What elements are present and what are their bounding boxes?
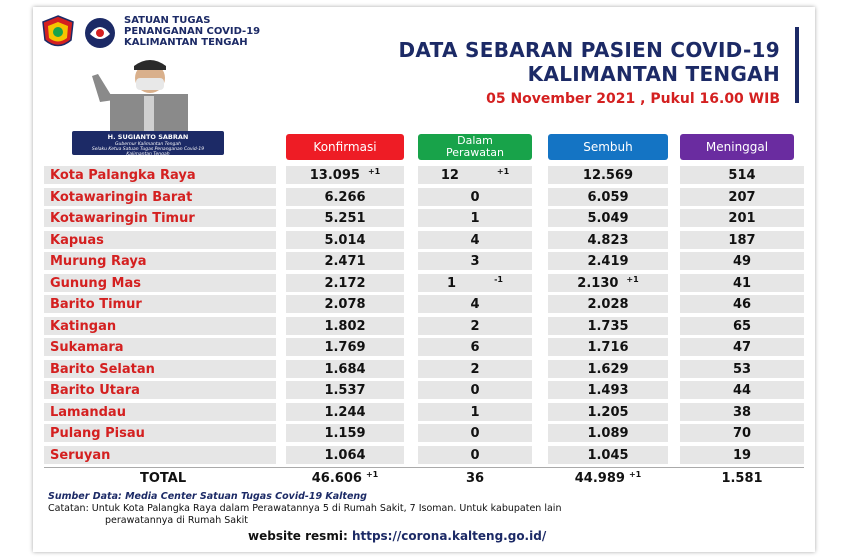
taskforce-line-3: KALIMANTAN TENGAH [124, 37, 248, 48]
dalam-value-text: 0 [470, 383, 480, 398]
dalam-value-text: 4 [470, 232, 480, 248]
dalam-value-delta: -1 [494, 274, 503, 284]
sembuh-value-text: 2.130 [577, 275, 619, 291]
konfirmasi-value-text: 5.014 [324, 232, 366, 248]
dalam-value [418, 296, 532, 313]
dalam-value [418, 361, 532, 378]
dalam-value [418, 447, 532, 464]
dalam-value [418, 318, 532, 335]
konfirmasi-value-text: 1.537 [324, 383, 366, 398]
konfirmasi-value [286, 339, 404, 356]
konfirmasi-value [286, 425, 404, 442]
konfirmasi-value [286, 189, 404, 206]
konfirmasi-value [286, 318, 404, 335]
covid-taskforce-logo-icon [82, 14, 118, 52]
total-meninggal: 1.581 [721, 471, 763, 486]
table-row [44, 250, 804, 272]
meninggal-value [680, 189, 804, 206]
sembuh-value-text: 1.716 [587, 340, 629, 355]
header-meninggal: Meninggal [680, 134, 794, 160]
sembuh-value-delta: +1 [626, 274, 639, 284]
sembuh-value-text: 12.569 [582, 168, 634, 183]
konfirmasi-value [286, 275, 404, 292]
region-name [50, 275, 141, 292]
dalam-value-text: 1 [447, 275, 457, 291]
meninggal-value [680, 404, 804, 421]
region-name [50, 447, 110, 464]
table-row [44, 422, 804, 444]
region-name [50, 318, 116, 335]
title-block [398, 38, 780, 107]
dalam-value-text: 6 [470, 340, 480, 355]
region-name-text: Barito Selatan [50, 361, 155, 377]
data-table [44, 164, 804, 465]
header-sembuh: Sembuh [548, 134, 668, 160]
sembuh-value [548, 318, 668, 335]
region-name [50, 296, 142, 313]
konfirmasi-value-text: 1.684 [324, 361, 366, 377]
konfirmasi-value-delta: +1 [367, 167, 381, 176]
meninggal-value [680, 275, 804, 292]
sembuh-value [548, 425, 668, 442]
region-name [50, 210, 195, 227]
region-name [50, 232, 104, 249]
dalam-value [418, 275, 532, 293]
website-label: website resmi: [248, 529, 348, 543]
meninggal-value-text: 65 [732, 318, 752, 334]
total-sembuh-delta: +1 [628, 470, 642, 479]
total-konfirmasi [286, 470, 404, 488]
sembuh-value-text: 1.629 [587, 361, 629, 377]
governor-name-plate [72, 131, 224, 155]
meninggal-value-text: 47 [732, 340, 752, 355]
provincial-emblem-icon [40, 14, 76, 52]
note-line-1: Catatan: Untuk Kota Palangka Raya dalam Perawatannya 5 di Rumah Sakit, 7 Isoman. Untuk kabupaten lain [48, 503, 562, 514]
dalam-value [418, 232, 532, 249]
konfirmasi-value [286, 404, 404, 421]
meninggal-value-text: 19 [732, 447, 752, 463]
meninggal-value-text: 514 [728, 168, 756, 183]
table-row [44, 207, 804, 229]
sembuh-value [548, 189, 668, 206]
meninggal-value-text: 70 [732, 426, 752, 441]
konfirmasi-value [286, 232, 404, 249]
region-name-text: Barito Utara [50, 383, 140, 398]
table-row [44, 315, 804, 337]
konfirmasi-value-text: 13.095 [309, 168, 360, 183]
region-name-text: Murung Raya [50, 254, 147, 269]
sembuh-value [548, 382, 668, 399]
region-name [50, 339, 124, 356]
dalam-value [418, 339, 532, 356]
table-row [44, 336, 804, 358]
taskforce-line-2: PENANGANAN COVID-19 [124, 26, 261, 37]
total-konfirmasi-delta: +1 [365, 470, 379, 479]
meninggal-value-text: 187 [728, 232, 756, 248]
sembuh-value [548, 253, 668, 270]
konfirmasi-value-text: 2.172 [324, 275, 366, 291]
konfirmasi-value [286, 382, 404, 399]
region-name [50, 167, 196, 184]
page-title-line-1: DATA SEBARAN PASIEN COVID-19 [398, 38, 780, 62]
taskforce-name [124, 15, 260, 48]
report-date: 05 November 2021 , Pukul 16.00 WIB [486, 91, 780, 107]
dalam-value [418, 404, 532, 421]
region-name-text: Kotawaringin Timur [50, 211, 195, 226]
konfirmasi-value [286, 447, 404, 464]
konfirmasi-value [286, 167, 404, 185]
sembuh-value [548, 232, 668, 249]
sembuh-value [548, 275, 668, 293]
total-row [44, 467, 804, 489]
meninggal-value [680, 232, 804, 249]
total-sembuh-value: 44.989 [574, 471, 625, 486]
dalam-value-text: 2 [470, 361, 480, 377]
table-row [44, 186, 804, 208]
sembuh-value-text: 5.049 [587, 211, 629, 226]
table-row [44, 164, 804, 186]
meninggal-value [680, 339, 804, 356]
region-name-text: Kota Palangka Raya [50, 168, 196, 183]
dalam-value-text: 0 [470, 447, 480, 463]
sembuh-value [548, 167, 668, 184]
governor-photo [70, 50, 220, 132]
dalam-value-delta: +1 [496, 167, 510, 176]
dalam-value [418, 382, 532, 399]
header-dalam-line-1: Dalam [457, 134, 493, 147]
sembuh-value [548, 339, 668, 356]
region-name-text: Kapuas [50, 232, 104, 248]
meninggal-value-text: 38 [732, 404, 752, 420]
total-dalam: 36 [465, 471, 485, 486]
meninggal-value-text: 201 [728, 211, 756, 226]
dalam-value [418, 189, 532, 206]
sembuh-value [548, 404, 668, 421]
total-sembuh [548, 470, 668, 488]
dalam-value [418, 253, 532, 270]
meninggal-value-text: 53 [732, 361, 752, 377]
sembuh-value-text: 1.735 [587, 318, 629, 334]
meninggal-value [680, 318, 804, 335]
meninggal-value-text: 44 [732, 383, 752, 398]
region-name-text: Lamandau [50, 404, 126, 420]
title-accent-bar [795, 27, 799, 103]
sembuh-value-text: 1.045 [587, 447, 629, 463]
sembuh-value [548, 447, 668, 464]
header-dalam-perawatan [418, 134, 532, 160]
taskforce-line-1: SATUAN TUGAS [124, 15, 211, 26]
header-konfirmasi: Konfirmasi [286, 134, 404, 160]
meninggal-value [680, 296, 804, 313]
meninggal-value [680, 447, 804, 464]
governor-title-3: Kalimantan Tengah [126, 152, 170, 157]
dalam-value-text: 4 [470, 297, 480, 312]
meninggal-value-text: 46 [732, 297, 752, 312]
sembuh-value-text: 1.205 [587, 404, 629, 420]
governor-title-1: Gubernur Kalimantan Tengah [115, 142, 181, 147]
table-row [44, 379, 804, 401]
konfirmasi-value-text: 1.064 [324, 447, 366, 463]
meninggal-value [680, 167, 804, 184]
page-title-line-2: KALIMANTAN TENGAH [527, 62, 780, 86]
region-name [50, 189, 192, 206]
note-line-2: perawatannya di Rumah Sakit [105, 515, 248, 526]
sembuh-value-text: 2.419 [587, 254, 629, 269]
konfirmasi-value [286, 253, 404, 270]
region-name-text: Kotawaringin Barat [50, 189, 193, 205]
sembuh-value-text: 4.823 [587, 232, 629, 248]
sembuh-value-text: 6.059 [587, 189, 629, 205]
dalam-value-text: 2 [470, 318, 480, 334]
website-line [248, 529, 546, 543]
konfirmasi-value-text: 5.251 [324, 211, 366, 226]
meninggal-value-text: 41 [732, 275, 752, 291]
region-name-text: Barito Timur [50, 297, 142, 312]
dalam-value [418, 425, 532, 442]
konfirmasi-value [286, 296, 404, 313]
table-row [44, 229, 804, 251]
dalam-value-text: 1 [470, 404, 480, 420]
governor-title-2: Selaku Ketua Satuan Tugas Penanganan Covid-19 [91, 147, 205, 152]
dalam-value-text: 3 [470, 254, 480, 269]
governor-name: H. SUGIANTO SABRAN [107, 133, 189, 141]
region-name-text: Pulang Pisau [50, 426, 145, 441]
konfirmasi-value-text: 1.159 [324, 426, 366, 441]
konfirmasi-value-text: 2.471 [324, 254, 366, 269]
region-name [50, 382, 140, 399]
sembuh-value-text: 2.028 [587, 297, 629, 312]
sembuh-value-text: 1.493 [587, 383, 629, 398]
dalam-value-text: 1 [470, 211, 480, 226]
table-row [44, 444, 804, 466]
region-name [50, 361, 155, 378]
konfirmasi-value [286, 210, 404, 227]
meninggal-value [680, 361, 804, 378]
table-row [44, 272, 804, 294]
region-name-text: Gunung Mas [50, 275, 141, 291]
region-name [50, 404, 126, 421]
dalam-value [418, 210, 532, 227]
logo-group [40, 14, 118, 52]
dalam-value-text: 12 [440, 168, 459, 183]
meninggal-value [680, 253, 804, 270]
konfirmasi-value [286, 361, 404, 378]
dalam-value-text: 0 [470, 189, 480, 205]
region-name-text: Sukamara [50, 340, 124, 355]
konfirmasi-value-text: 1.802 [324, 318, 366, 334]
sembuh-value-text: 1.089 [587, 426, 629, 441]
konfirmasi-value-text: 6.266 [324, 189, 366, 205]
region-name [50, 425, 145, 442]
table-row [44, 358, 804, 380]
region-name-text: Seruyan [50, 447, 111, 463]
total-label: TOTAL [140, 471, 187, 486]
region-name [50, 253, 147, 270]
konfirmasi-value-text: 1.769 [324, 340, 366, 355]
meninggal-value [680, 382, 804, 399]
dalam-value-text: 0 [470, 426, 480, 441]
meninggal-value [680, 425, 804, 442]
konfirmasi-value-text: 2.078 [324, 297, 366, 312]
sembuh-value [548, 296, 668, 313]
konfirmasi-value-text: 1.244 [324, 404, 366, 420]
dalam-value [418, 167, 532, 185]
table-row [44, 401, 804, 423]
header-dalam-line-2: Perawatan [445, 146, 505, 159]
website-link[interactable]: https://corona.kalteng.go.id/ [351, 529, 547, 543]
meninggal-value [680, 210, 804, 227]
region-name-text: Katingan [50, 318, 117, 334]
data-source: Sumber Data: Media Center Satuan Tugas Covid-19 Kalteng [48, 491, 367, 502]
total-konfirmasi-value: 46.606 [311, 471, 362, 486]
sembuh-value [548, 210, 668, 227]
meninggal-value-text: 207 [728, 189, 756, 205]
sembuh-value [548, 361, 668, 378]
table-row [44, 293, 804, 315]
meninggal-value-text: 49 [732, 254, 752, 269]
